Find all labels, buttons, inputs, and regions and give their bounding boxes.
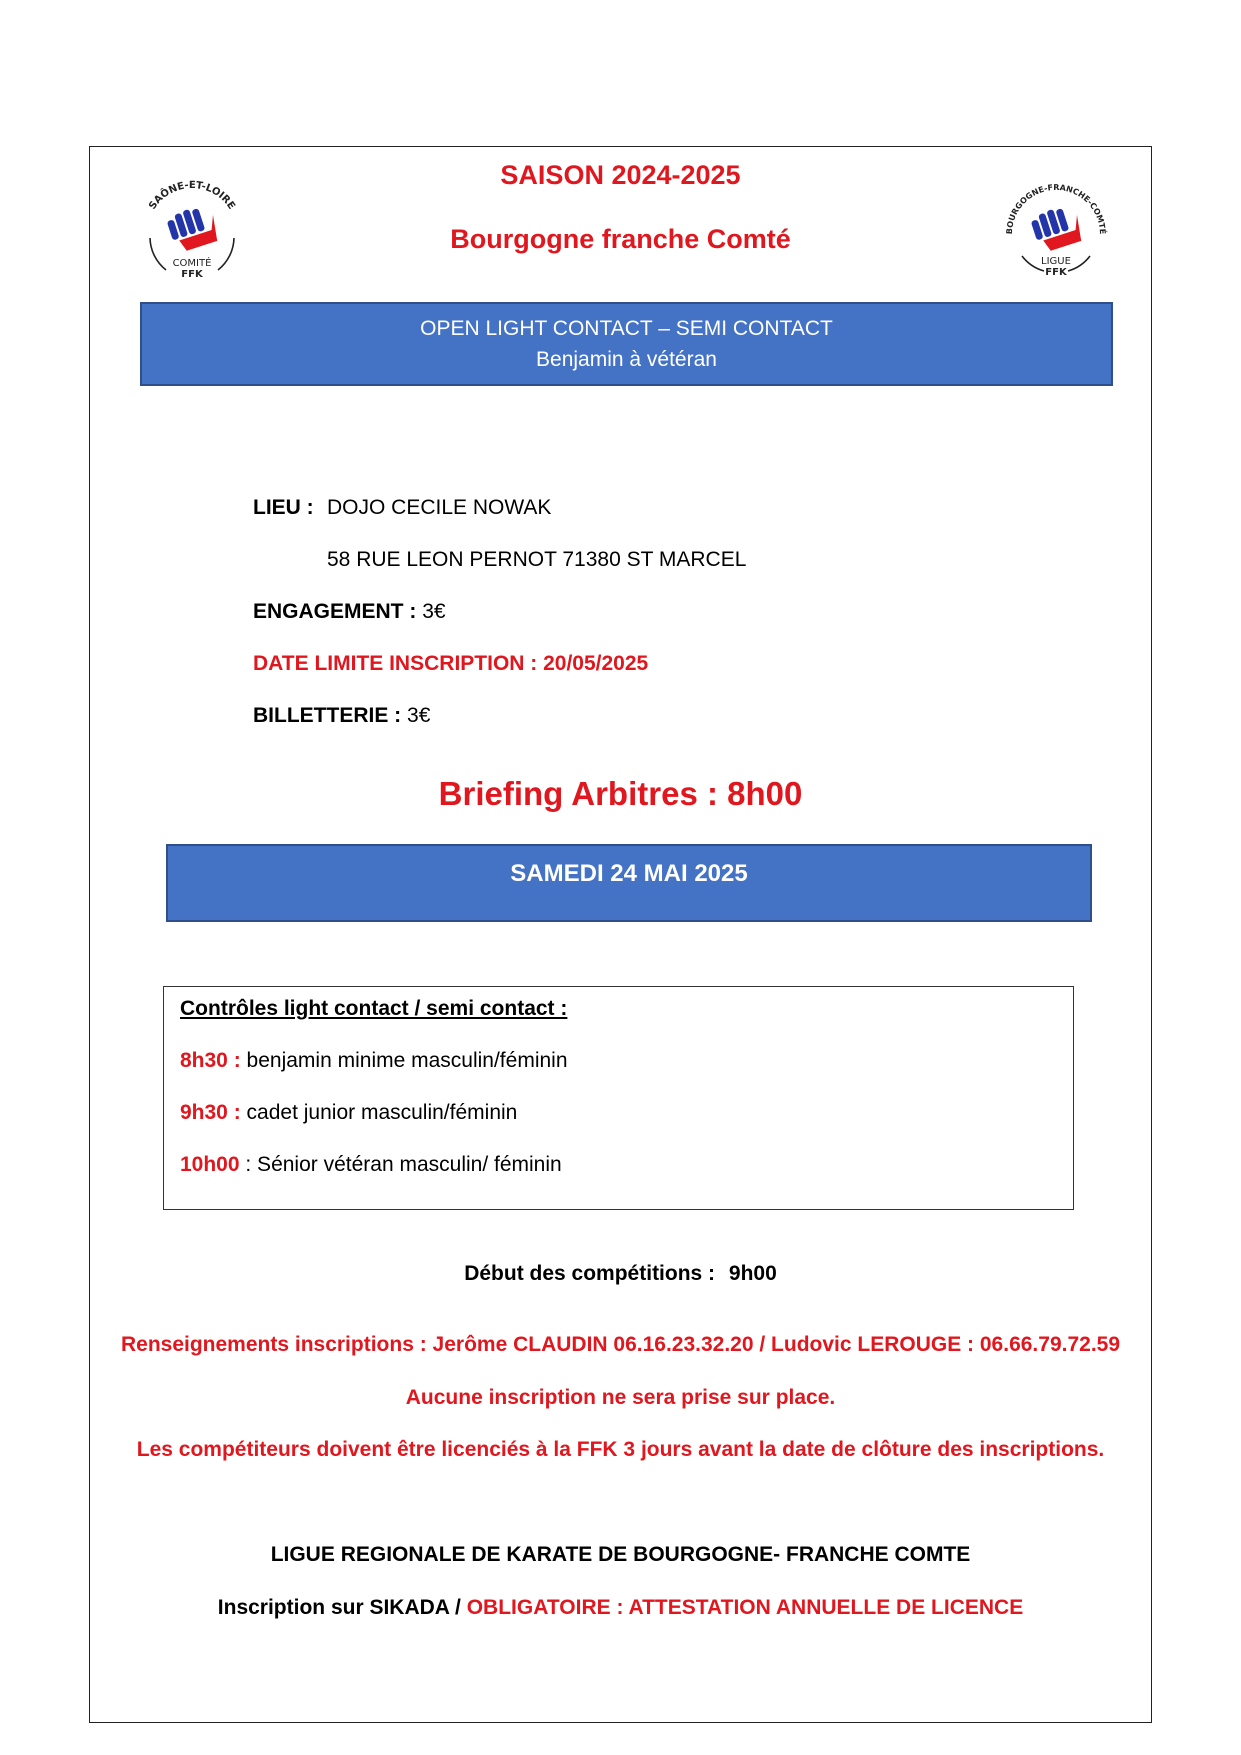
controls-heading: Contrôles light contact / semi contact : bbox=[180, 997, 568, 1020]
logo-right-arc-text: BOURGOGNE-FRANCHE-COMTÉ bbox=[1004, 182, 1108, 235]
engagement-value: 3€ bbox=[422, 600, 446, 623]
controls-time: 10h00 bbox=[180, 1153, 240, 1176]
event-banner bbox=[140, 302, 1113, 386]
season-title: SAISON 2024-2025 bbox=[500, 160, 741, 190]
league-name: LIGUE REGIONALE DE KARATE DE BOURGOGNE- FRANCHE COMTE bbox=[270, 1543, 971, 1566]
licence-rule-line: Les compétiteurs doivent être licenciés à la FFK 3 jours avant la date de clôture des inscriptions. bbox=[136, 1438, 1105, 1461]
event-categories: Benjamin à vétéran bbox=[536, 348, 717, 371]
inscription-line bbox=[0, 1596, 1241, 1620]
competition-start bbox=[0, 1262, 1241, 1286]
logo-left-line1: COMITÉ bbox=[172, 258, 212, 269]
engagement-line bbox=[253, 600, 446, 624]
logo-left-arc-text: SAÔNE-ET-LOIRE bbox=[147, 179, 237, 212]
deadline-line: DATE LIMITE INSCRIPTION : 20/05/2025 bbox=[253, 652, 649, 675]
no-onsite-line: Aucune inscription ne sera prise sur place. bbox=[405, 1386, 836, 1409]
event-type: OPEN LIGHT CONTACT – SEMI CONTACT bbox=[420, 317, 833, 340]
inscription-warning: OBLIGATOIRE : ATTESTATION ANNUELLE DE LICENCE bbox=[466, 1596, 1024, 1619]
lieu-line bbox=[253, 496, 314, 520]
lieu-address: 58 RUE LEON PERNOT 71380 ST MARCEL bbox=[327, 548, 747, 571]
controls-row bbox=[180, 1101, 517, 1125]
controls-text: : Sénior vétéran masculin/ féminin bbox=[245, 1153, 562, 1176]
controls-text: benjamin minime masculin/féminin bbox=[246, 1049, 568, 1072]
billetterie-value: 3€ bbox=[407, 704, 431, 727]
contacts-line: Renseignements inscriptions : Jerôme CLAUDIN 06.16.23.32.20 / Ludovic LEROUGE : 06.66.79.72.59 bbox=[120, 1333, 1121, 1356]
start-label: Début des compétitions : bbox=[464, 1262, 716, 1285]
controls-time: 9h30 : bbox=[180, 1101, 241, 1124]
controls-text: cadet junior masculin/féminin bbox=[246, 1101, 518, 1124]
billetterie-line bbox=[253, 704, 430, 728]
lieu-value: DOJO CECILE NOWAK bbox=[327, 496, 552, 519]
controls-row bbox=[180, 1049, 568, 1073]
logo-right-line1: LIGUE bbox=[1041, 256, 1071, 267]
start-time: 9h00 bbox=[728, 1262, 777, 1285]
lieu-label: LIEU : bbox=[253, 496, 314, 519]
controls-row bbox=[180, 1153, 562, 1177]
inscription-prefix: Inscription sur SIKADA / bbox=[217, 1596, 461, 1619]
controls-box bbox=[163, 986, 1074, 1210]
engagement-label: ENGAGEMENT : bbox=[253, 600, 417, 623]
event-date: SAMEDI 24 MAI 2025 bbox=[510, 860, 748, 887]
date-banner bbox=[166, 844, 1092, 922]
logo-right-line2: FFK bbox=[1045, 267, 1067, 278]
region-title: Bourgogne franche Comté bbox=[450, 224, 791, 254]
billetterie-label: BILLETTERIE : bbox=[253, 704, 402, 727]
logo-left-line2: FFK bbox=[181, 269, 203, 280]
briefing-arbitres: Briefing Arbitres : 8h00 bbox=[438, 775, 803, 812]
controls-time: 8h30 : bbox=[180, 1049, 241, 1072]
